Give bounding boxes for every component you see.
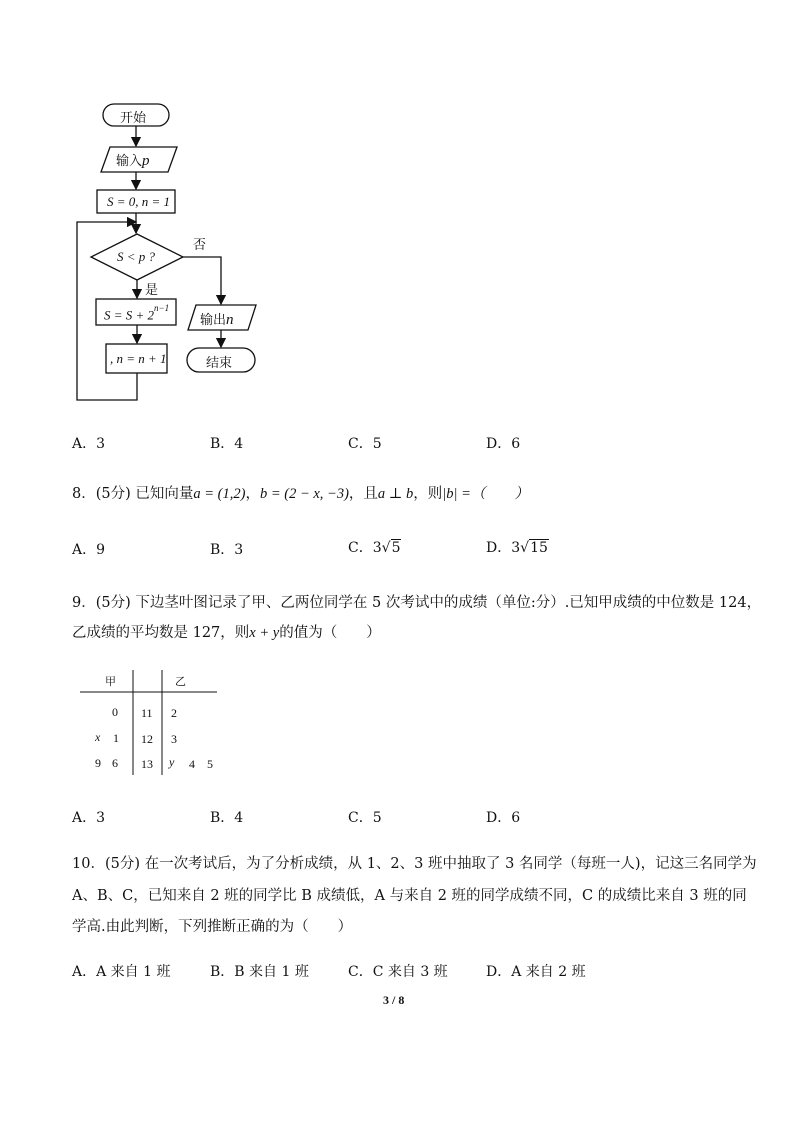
stem-leaf-header-left: 甲: [105, 675, 116, 688]
q8-then: ，则: [413, 486, 443, 502]
q8-option-c-coef: 3: [372, 540, 382, 556]
q7-option-c: C．5: [348, 436, 382, 452]
q10-line1: 10．(5分) 在一次考试后，为了分析成绩，从 1、2、3 班中抽取了 3 名同学（每班一人)，记这三名同学为: [72, 856, 757, 872]
q8-option-a-value: 9: [96, 542, 106, 558]
assign-n-text: , n = n + 1: [110, 351, 167, 366]
init-text: S = 0, n = 1: [107, 194, 171, 209]
stem-leaf-lines: [0, 0, 300, 800]
stem-leaf-header-right: 乙: [175, 675, 186, 688]
q8-option-c-radicand: 5: [391, 540, 401, 556]
q8-option-c-label: C．: [348, 540, 373, 556]
stem-leaf-right-1: 3: [171, 732, 177, 746]
q9-line2-pre: 乙成绩的平均数是 127，则: [72, 625, 250, 641]
stem-leaf-right-2b: 4: [189, 757, 195, 771]
q9-line1: 9．(5分) 下边茎叶图记录了甲、乙两位同学在 5 次考试中的成绩（单位:分）.已知甲成绩的中位数是 124，: [72, 595, 762, 611]
stem-leaf-left-1a: x: [95, 730, 101, 744]
stem-leaf-stem-1: 12: [141, 732, 153, 746]
q8-sep: ，: [245, 486, 260, 502]
stem-leaf-stem-0: 11: [141, 706, 153, 720]
q8-option-c: C．3√5: [348, 540, 401, 556]
stem-leaf-right-2a: y: [169, 755, 175, 769]
stem-leaf-left-0: 0: [112, 705, 118, 719]
q10-option-b: B．B 来自 1 班: [210, 964, 309, 980]
q8-a-def: a = (1,2): [193, 486, 246, 502]
stem-leaf-left-1b: 1: [113, 731, 119, 745]
q8-option-d-radicand: 15: [530, 540, 548, 556]
assign-s-text: S = S + 2: [104, 307, 155, 323]
q9-option-b: B．4: [210, 810, 244, 826]
end-label: 结束: [206, 356, 233, 371]
q8-cond-pre: ，且: [348, 486, 378, 502]
q9-expr: x + y: [249, 625, 280, 641]
q7-option-b: B．4: [210, 436, 244, 452]
output-word: 输出: [200, 313, 227, 328]
q9-option-c: C．5: [348, 810, 382, 826]
stem-leaf-right-0: 2: [171, 706, 177, 720]
q8-prefix: 8．(5分) 已知向量: [72, 486, 194, 502]
q8-b-def: b = (2 − x, −3): [259, 486, 349, 502]
stem-leaf-right-2c: 5: [207, 757, 213, 771]
q10-option-a: A．A 来自 1 班: [72, 964, 171, 980]
q8-option-a-label: A．: [72, 542, 97, 558]
q7-option-d: D．6: [486, 436, 521, 452]
input-var: p: [142, 153, 150, 169]
stem-leaf-left-2a: 9: [95, 756, 101, 770]
stem-leaf-left-2b: 6: [112, 756, 118, 770]
q8-option-b-value: 3: [234, 542, 244, 558]
input-word: 输入: [116, 154, 143, 169]
stem-leaf-stem-2: 13: [141, 757, 153, 771]
q9-line2-post: 的值为（ ）: [279, 625, 381, 641]
output-var: n: [226, 312, 234, 328]
q10-line2: A、B、C，已知来自 2 班的同学比 B 成绩低，A 与来自 2 班的同学成绩不同，C 的成绩比来自 3 班的同: [72, 888, 747, 904]
start-label: 开始: [120, 111, 147, 126]
q9-option-d: D．6: [486, 810, 521, 826]
yes-label: 是: [145, 283, 159, 298]
q10-option-c: C．C 来自 3 班: [348, 964, 448, 980]
condition-text: S < p ?: [117, 249, 156, 264]
q10-line3: 学高.由此判断，下列推断正确的为（ ）: [72, 919, 353, 935]
q8-option-b-label: B．: [210, 542, 235, 558]
page-number: 3 / 8: [383, 993, 405, 1007]
q7-option-a: A．3: [72, 436, 106, 452]
q8-option-d-coef: 3: [511, 540, 521, 556]
q8-option-d-label: D．: [486, 540, 512, 556]
assign-s-exponent: n−1: [154, 303, 170, 313]
q8-cond: a ⊥ b: [377, 486, 414, 502]
no-label: 否: [193, 238, 207, 253]
q9-option-a: A．3: [72, 810, 106, 826]
q8-option-d: D．3√15: [486, 540, 548, 556]
q10-option-d: D．A 来自 2 班: [486, 964, 586, 980]
q8-ask: |b| =（ ）: [442, 486, 529, 502]
